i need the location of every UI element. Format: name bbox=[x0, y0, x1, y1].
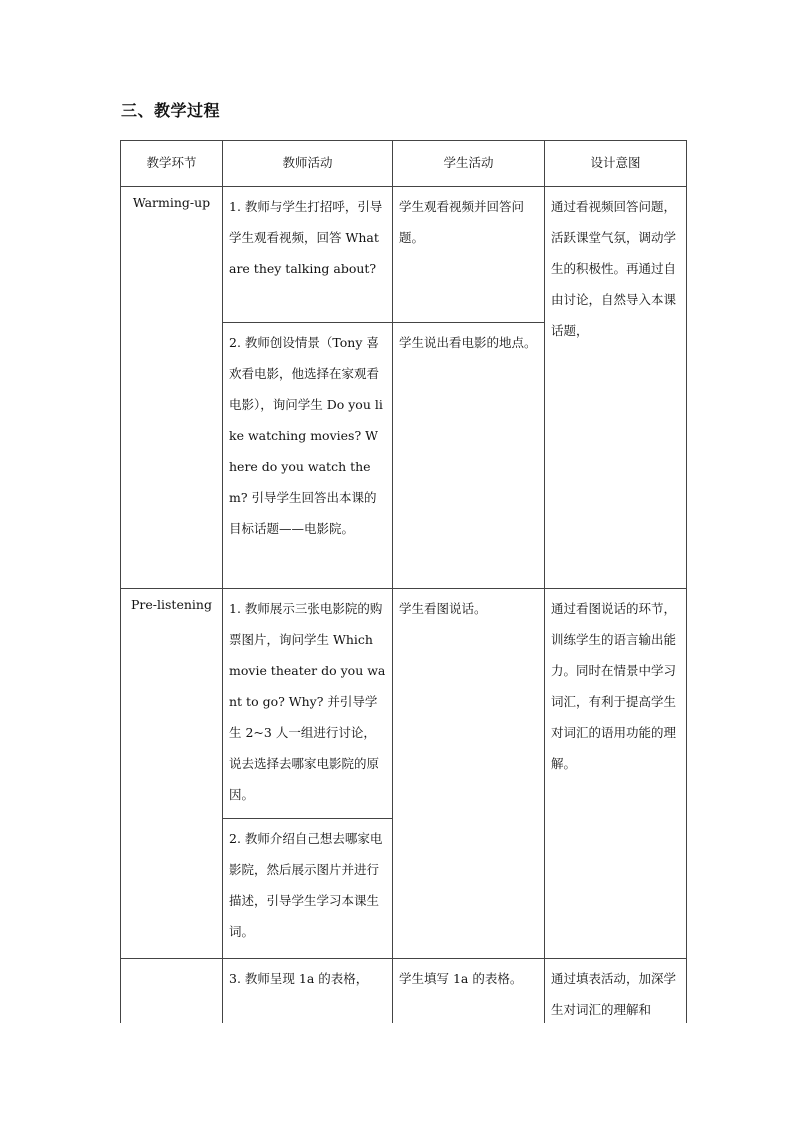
student-activity-cell: 学生看图说话。 bbox=[393, 589, 545, 959]
table-row bbox=[121, 589, 687, 819]
student-activity-cell: 学生观看视频并回答问题。 bbox=[393, 187, 545, 323]
section-title: 三、教学过程 bbox=[121, 101, 221, 120]
header-design-purpose: 设计意图 bbox=[545, 141, 687, 187]
teacher-activity-cell: 3. 教师呈现 1a 的表格， bbox=[223, 959, 393, 1024]
teaching-process-table bbox=[120, 140, 687, 1023]
student-activity-cell: 学生说出看电影的地点。 bbox=[393, 323, 545, 589]
stage-continued bbox=[121, 959, 223, 1024]
design-purpose-cell: 通过填表活动，加深学生对词汇的理解和 bbox=[545, 959, 687, 1024]
table-row bbox=[121, 187, 687, 323]
table-row bbox=[121, 959, 687, 1024]
header-teacher-activity: 教师活动 bbox=[223, 141, 393, 187]
teacher-activity-cell: 1. 教师与学生打招呼，引导学生观看视频，回答 What are they talking about? bbox=[223, 187, 393, 323]
teacher-activity-cell: 2. 教师介绍自己想去哪家电影院，然后展示图片并进行描述，引导学生学习本课生词。 bbox=[223, 819, 393, 959]
design-purpose-cell: 通过看视频回答问题，活跃课堂气氛，调动学生的积极性。再通过自由讨论，自然导入本课话题， bbox=[545, 187, 687, 589]
teacher-activity-cell: 1. 教师展示三张电影院的购票图片，询问学生 Which movie theater do you want to go? Why? 并引导学生 2~3 人一组进行讨论，说去选择去哪家电影院的原因。 bbox=[223, 589, 393, 819]
table-header-row bbox=[121, 141, 687, 187]
stage-warming-up: Warming-up bbox=[121, 187, 223, 589]
design-purpose-cell: 通过看图说话的环节，训练学生的语言输出能力。同时在情景中学习词汇，有利于提高学生对词汇的语用功能的理解。 bbox=[545, 589, 687, 959]
header-student-activity: 学生活动 bbox=[393, 141, 545, 187]
student-activity-cell: 学生填写 1a 的表格。 bbox=[393, 959, 545, 1024]
header-stage: 教学环节 bbox=[121, 141, 223, 187]
teacher-activity-cell: 2. 教师创设情景（Tony 喜欢看电影，他选择在家观看电影），询问学生 Do you like watching movies? Where do you watch them? 引导学生回答出本课的目标话题——电影院。 bbox=[223, 323, 393, 589]
stage-pre-listening: Pre-listening bbox=[121, 589, 223, 959]
